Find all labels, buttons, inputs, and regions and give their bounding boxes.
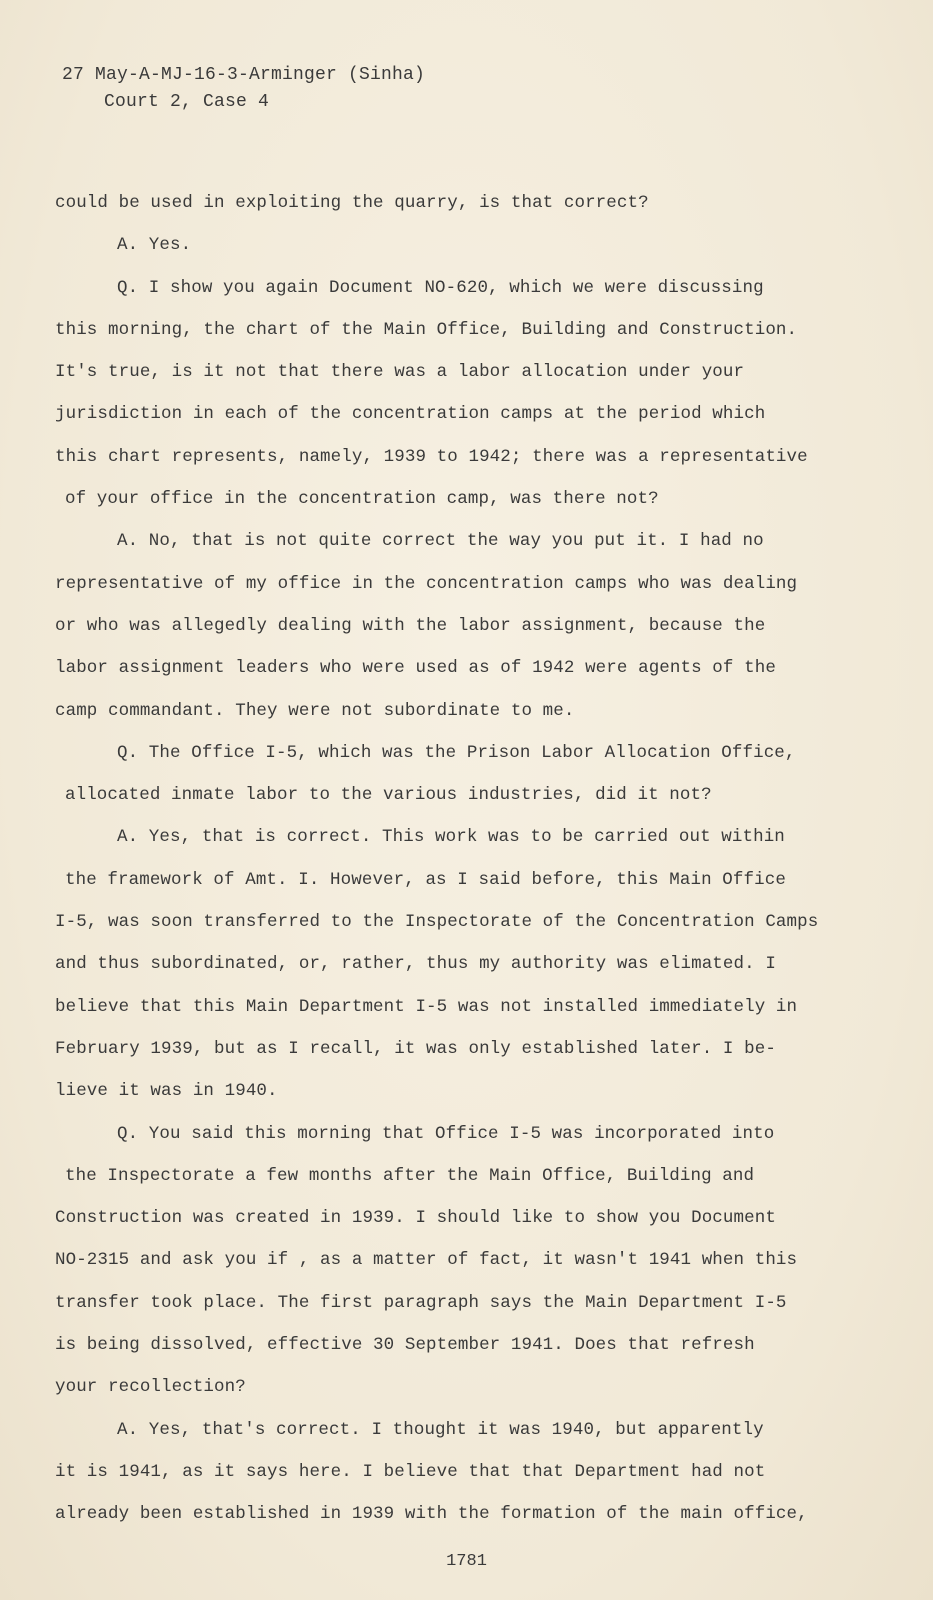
transcript-line: it is 1941, as it says here. I believe that that Department had not [55, 1461, 766, 1482]
transcript-line: this morning, the chart of the Main Office, Building and Construction. [55, 319, 798, 340]
transcript-line: Q. I show you again Document NO-620, which we were discussing [117, 277, 764, 298]
transcript-line: jurisdiction in each of the concentration camps at the period which [55, 404, 766, 425]
transcript-line: A. No, that is not quite correct the way you put it. I had no [117, 531, 764, 552]
transcript-line: or who was allegedly dealing with the labor assignment, because the [55, 615, 766, 636]
transcript-line: the framework of Amt. I. However, as I said before, this Main Office [65, 869, 786, 890]
transcript-line: It's true, is it not that there was a labor allocation under your [55, 362, 745, 383]
transcript-line: could be used in exploiting the quarry, is that correct? [55, 193, 649, 213]
transcript-line: February 1939, but as I recall, it was only established later. I be- [55, 1038, 776, 1059]
header-docket-line: 27 May-A-MJ-16-3-Arminger (Sinha) [62, 65, 426, 85]
transcript-line: allocated inmate labor to the various industries, did it not? [65, 785, 712, 806]
transcript-line: already been established in 1939 with the formation of the main office, [55, 1504, 808, 1525]
page-number: 1781 [446, 1552, 487, 1571]
transcript-line: lieve it was in 1940. [55, 1081, 278, 1102]
header-court-line: Court 2, Case 4 [104, 92, 270, 112]
transcript-line: is being dissolved, effective 30 September 1941. Does that refresh [55, 1335, 755, 1356]
transcript-line: Construction was created in 1939. I should like to show you Document [55, 1208, 776, 1229]
transcript-line: this chart represents, namely, 1939 to 1942; there was a representative [55, 446, 808, 467]
transcript-line: and thus subordinated, or, rather, thus my authority was elimated. I [55, 954, 776, 975]
transcript-line: camp commandant. They were not subordinate to me. [55, 700, 575, 721]
document-header [62, 62, 425, 116]
transcript-body [55, 182, 905, 1536]
transcript-line: Q. You said this morning that Office I-5 was incorporated into [117, 1123, 775, 1144]
transcript-line: the Inspectorate a few months after the Main Office, Building and [65, 1165, 755, 1186]
transcript-line: transfer took place. The first paragraph says the Main Department I-5 [55, 1292, 787, 1313]
transcript-line: your recollection? [55, 1377, 246, 1398]
transcript-line: A. Yes. [117, 235, 192, 256]
transcript-line: believe that this Main Department I-5 was not installed immediately in [55, 996, 798, 1017]
transcript-line: representative of my office in the concentration camps who was dealing [55, 573, 798, 594]
transcript-line: labor assignment leaders who were used as of 1942 were agents of the [55, 658, 776, 679]
transcript-line: NO-2315 and ask you if , as a matter of fact, it wasn't 1941 when this [55, 1250, 798, 1271]
transcript-line: Q. The Office I-5, which was the Prison Labor Allocation Office, [117, 742, 796, 763]
transcript-line: A. Yes, that's correct. I thought it was 1940, but apparently [117, 1419, 764, 1440]
transcript-line: A. Yes, that is correct. This work was to be carried out within [117, 827, 785, 848]
transcript-line: of your office in the concentration camp, was there not? [65, 489, 659, 510]
transcript-line: I-5, was soon transferred to the Inspectorate of the Concentration Camps [55, 912, 819, 933]
